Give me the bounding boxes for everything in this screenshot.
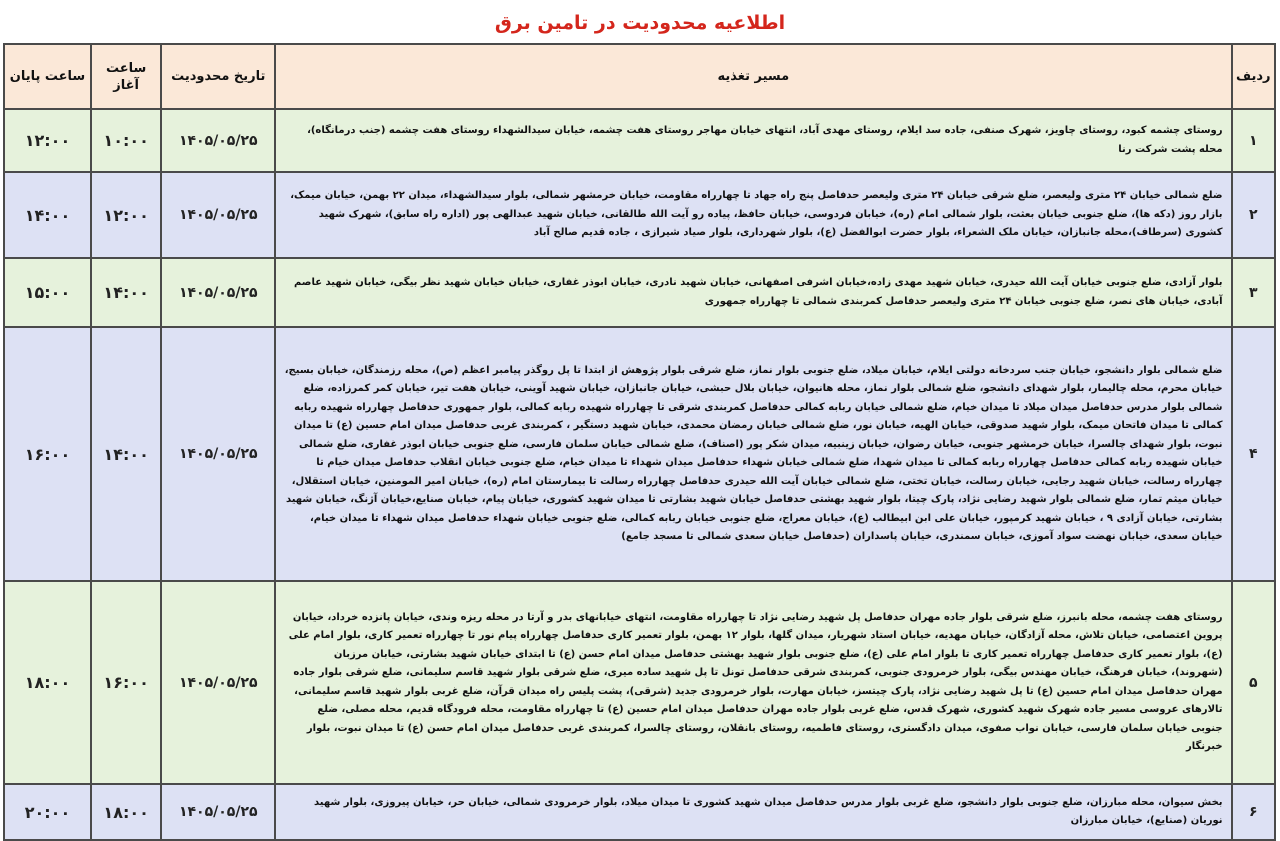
- table-header-row: [4, 44, 1275, 109]
- date-cell: ۱۴۰۵/۰۵/۲۵: [161, 784, 275, 840]
- end-time-cell: ۱۸:۰۰: [4, 581, 91, 784]
- header-date: تاریخ محدودیت: [161, 44, 275, 109]
- table-row: [4, 172, 1275, 258]
- date-cell: ۱۴۰۵/۰۵/۲۵: [161, 109, 275, 172]
- start-time-cell: ۱۴:۰۰: [91, 327, 161, 581]
- page-title: اطلاعیه محدودیت در تامین برق: [494, 12, 786, 34]
- start-time-cell: ۱۶:۰۰: [91, 581, 161, 784]
- row-number: ۱: [1232, 109, 1275, 172]
- end-time-cell: ۱۶:۰۰: [4, 327, 91, 581]
- table-row: [4, 784, 1275, 840]
- start-time-cell: ۱۸:۰۰: [91, 784, 161, 840]
- route-cell: ضلع شمالی بلوار دانشجو، خیابان جنب سردخانه دولتی ایلام، خیابان میلاد، ضلع جنوبی بلوار نماز، ضلع شرقی بلوار پژوهش از ابتدا تا پل روگذر پیامبر اعظم (ص)، محله رزمندگان، خیابان بسیج، خیابان محرم، محله چالیمار، بلوار شهدای دانشجو، ضلع شمالی بلوار نماز، محله هانیوان، خیابان بلال حبشی، خیابان جانبازان، خیابان شهید آوینی، خیابان هفت تیر، خیابان کمر کمرزاده، ضلع شمالی بلوار مدرس حدفاصل میدان میلاد تا میدان خیام، ضلع شمالی خیابان ربابه کمالی حدفاصل کمربندی شرقی تا چهارراه شهیده ربابه کمالی، بلوار جمهوری حدفاصل چهارراه شهیده ربابه کمالی تا میدان فاتحان میمک، بلوار شهید صدوقی، خیابان الهیه، خیابان نور، ضلع شمالی خیابان رمضان محمدی، خیابان شهید دستگیر ، کمربندی غربی حدفاصل میدان امام حسین (ع) تا میدان نبوت، بلوار شهدای چالسرا، خیابان خرمشهر جنوبی، خیابان رضوان، خیابان زینبیه، میدان شکر پور (اصناف)، ضلع شمالی خیابان سلمان فارسی، ضلع جنوبی خیابان ابوذر غفاری، ضلع شمالی خیابان شهیده ربابه کمالی حدفاصل چهارراه ربابه کمالی تا میدان شهدا، ضلع شمالی خیابان شهداء حدفاصل میدان شهداء تا میدان خیام، ضلع جنوبی خیابان انقلاب حدفاصل میدان خیام تا چهارراه رسالت، خیابان شهید رجایی، خیابان رسالت، خیابان تختی، ضلع شمالی خیابان آیت الله حیدری حدفاصل چهارراه رسالت تا بیمارستان امام (ره)، خیابان امیر المومنین، خیابان استقلال، خیابان میثم تمار، ضلع شمالی بلوار شهید رضایی نژاد، پارک چیتا، بلوار شهید بهشتی حدفاصل خیابان شهید بشارتی تا میدان شهید کشوری، خیابان پیام، خیابان صنایع،خیابان آژنگ، خیابان شهید بشارتی، خیابان آزادی ۹ ، خیابان شهید کرمپور، خیابان علی ابن ابیطالب (ع)، خیابان معراج، ضلع جنوبی خیابان ربابه کمالی، ضلع جنوبی خیابان شهداء حدفاصل میدان شهداء تا میدان خیام، خیابان سعدی، خیابان نهضت سواد آموزی، خیابان سمندری، خیابان پاسداران (حدفاصل خیابان سعدی شمالی تا مسجد جامع): [275, 327, 1231, 581]
- start-time-cell: ۱۴:۰۰: [91, 258, 161, 327]
- header-start-time: ساعت آغاز: [91, 44, 161, 109]
- route-cell: روستای چشمه کبود، روستای چاویز، شهرک صنفی، جاده سد ایلام، روستای مهدی آباد، انتهای خیابان مهاجر روستای هفت چشمه، خیابان سیدالشهداء روستای هفت چشمه (جنب درمانگاه)، محله پشت شرکت رنا: [275, 109, 1231, 172]
- table-row: [4, 258, 1275, 327]
- table-row: [4, 581, 1275, 784]
- row-number: ۳: [1232, 258, 1275, 327]
- end-time-cell: ۱۵:۰۰: [4, 258, 91, 327]
- row-number: ۶: [1232, 784, 1275, 840]
- end-time-cell: ۲۰:۰۰: [4, 784, 91, 840]
- header-row-number: ردیف: [1232, 44, 1275, 109]
- date-cell: ۱۴۰۵/۰۵/۲۵: [161, 581, 275, 784]
- row-number: ۴: [1232, 327, 1275, 581]
- route-cell: بخش سیوان، محله مبارزان، ضلع جنوبی بلوار دانشجو، ضلع غربی بلوار مدرس حدفاصل میدان شهید کشوری تا میدان میلاد، بلوار خرمرودی شمالی، خیابان حر، خیابان پیروزی، بلوار شهید نوریان (صنایع)، خیابان مبارزان: [275, 784, 1231, 840]
- end-time-cell: ۱۴:۰۰: [4, 172, 91, 258]
- route-cell: بلوار آزادی، ضلع جنوبی خیابان آیت الله حیدری، خیابان شهید مهدی زاده،خیابان اشرفی اصفهانی، خیابان شهید نادری، خیابان ابوذر غفاری، خیابان خیابان شهید نظر بیگی، خیابان شهید عاصم آبادی، خیابان های نصر، ضلع جنوبی خیابان ۲۴ متری ولیعصر حدفاصل کمربندی شمالی تا چهارراه جمهوری: [275, 258, 1231, 327]
- start-time-cell: ۱۲:۰۰: [91, 172, 161, 258]
- row-number: ۵: [1232, 581, 1275, 784]
- header-route: مسیر تغذیه: [275, 44, 1231, 109]
- table-row: [4, 109, 1275, 172]
- date-cell: ۱۴۰۵/۰۵/۲۵: [161, 172, 275, 258]
- route-cell: روستای هفت چشمه، محله بانبرز، ضلع شرقی بلوار جاده مهران حدفاصل پل شهید رضایی نژاد تا چهارراه مقاومت، انتهای خیابانهای بدر و آرتا در محله ریزه وندی، خیابان پانزده خرداد، خیابان پروین اعتصامی، خیابان تلاش، محله آزادگان، خیابان مهدیه، خیابان استاد شهریار، میدان گلها، بلوار ۱۲ بهمن، بلوار تعمیر کاری حدفاصل چهارراه پیام نور تا چهارراه تعمیر کاری، بلوار امام علی (ع)، بلوار تعمیر کاری حدفاصل چهارراه تعمیر کاری تا بلوار امام علی (ع)، ضلع جنوبی بلوار شهید بهشتی حدفاصل میدان امام حسن (ع) تا ابتدای خیابان شهید بشارتی، خیابان مرزبان (شهروند)، خیابان فرهنگ، خیابان مهندس بیگی، بلوار خرمرودی جنوبی، کمربندی شرقی حدفاصل تونل تا پل شهید ساده میری، ضلع شرقی بلوار شهید قاسم سلیمانی، ضلع شرقی بلوار جاده مهران حدفاصل میدان امام حسین (ع) تا پل شهید رضایی نژاد، پارک چیتسز، خیابان مهارت، بلوار خرمرودی جدید (شرقی)، پشت پلیس راه میدان قرآن، ضلع غربی بلوار شهید قاسم سلیمانی، تالارهای عروسی مسیر جاده شهرک شهید کشوری، شهرک قدس، ضلع غربی بلوار جاده مهران حدفاصل میدان امام حسین (ع) تا چهارراه مقاومت، محله فرودگاه قدیم، محله مصلی، ضلع جنوبی خیابان سلمان فارسی، خیابان نواب صفوی، میدان دادگستری، روستای فاطمیه، روستای بانقلان، روستای چالسرا، کمربندی غربی حدفاصل میدان امام حسن (ع) تا میدان نبوت، بلوار خبرنگار: [275, 581, 1231, 784]
- end-time-cell: ۱۲:۰۰: [4, 109, 91, 172]
- row-number: ۲: [1232, 172, 1275, 258]
- date-cell: ۱۴۰۵/۰۵/۲۵: [161, 327, 275, 581]
- outage-schedule-table: [3, 43, 1276, 841]
- table-row: [4, 327, 1275, 581]
- start-time-cell: ۱۰:۰۰: [91, 109, 161, 172]
- header-end-time: ساعت پایان: [4, 44, 91, 109]
- route-cell: ضلع شمالی خیابان ۲۴ متری ولیعصر، ضلع شرقی خیابان ۲۴ متری ولیعصر حدفاصل پنج راه جهاد تا چهارراه مقاومت، خیابان خرمشهر شمالی، بلوار سیدالشهداء، میدان ۲۲ بهمن، خیابان میمک، بازار روز (دکه ها)، ضلع جنوبی خیابان بعثت، بلوار شمالی امام (ره)، خیابان فردوسی، خیابان حافظ، پیاده رو آیت الله طالقانی، خیابان شهید عبدالهی پور (اداره راه سابق)، شهرک شهید کشوری (سرطاف)،محله جانبازان، خیابان ملک الشعراء، بلوار حضرت ابوالفضل (ع)، بلوار شهرداری، بلوار صیاد شیرازی ، جاده قدیم صالح آباد: [275, 172, 1231, 258]
- date-cell: ۱۴۰۵/۰۵/۲۵: [161, 258, 275, 327]
